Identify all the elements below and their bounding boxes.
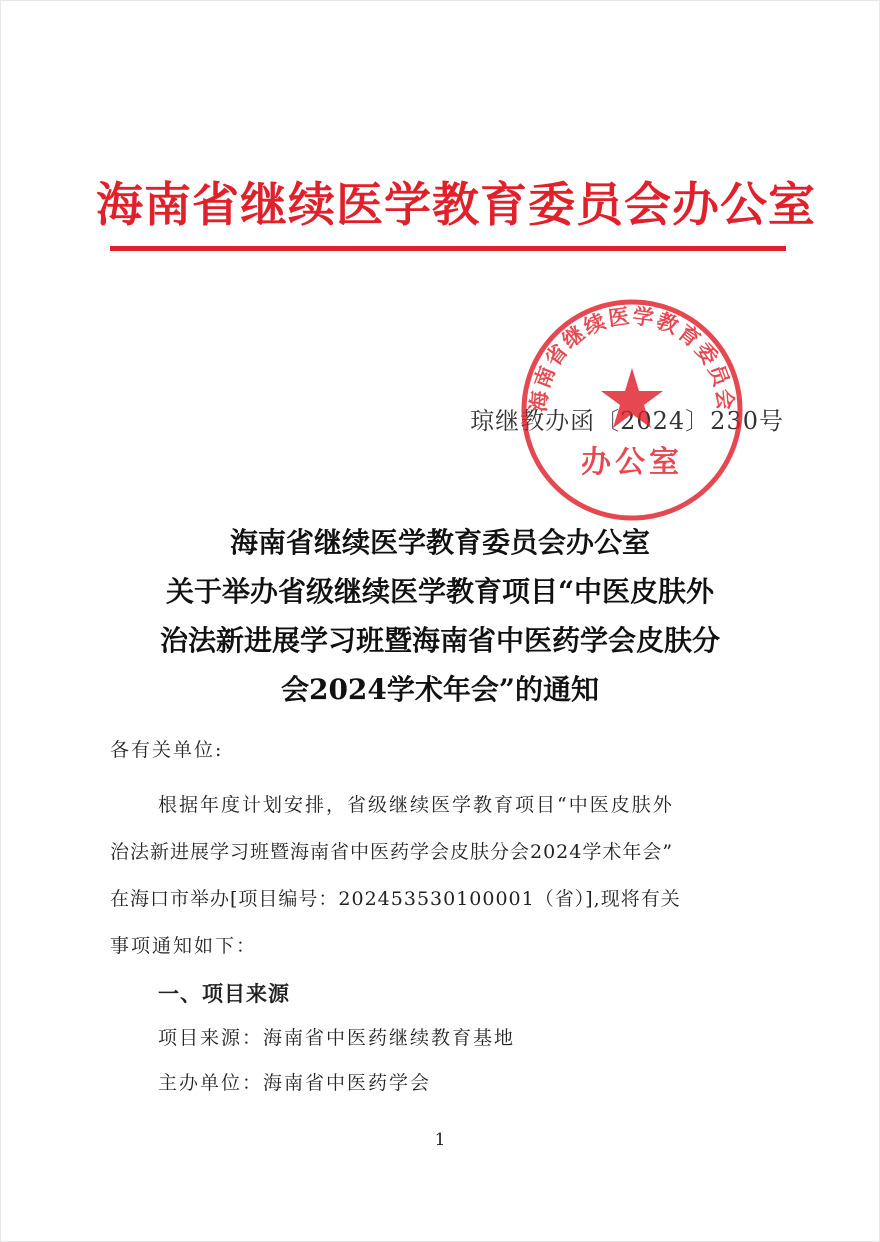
document-number: 琼继教办函〔2024〕230号 [470, 407, 784, 435]
notice-title [90, 518, 790, 714]
paragraph-line: 在海口市举办[项目编号：202453530100001（省）],现将有关 [110, 888, 681, 910]
project-source: 项目来源：海南省中医药继续教育基地 [158, 1027, 516, 1049]
title-line: 海南省继续医学教育委员会办公室 [229, 526, 650, 559]
page-number: 1 [434, 1130, 446, 1150]
title-line: 会2024学术年会”的通知 [280, 673, 600, 706]
organizer: 主办单位：海南省中医药学会 [158, 1072, 432, 1094]
section-heading: 一、项目来源 [158, 981, 290, 1006]
seal-star-icon [601, 368, 663, 428]
seal-ring-text: 海南省继续医学教育委员会 [525, 302, 739, 414]
letterhead-title: 海南省继续医学教育委员会办公室 [96, 178, 816, 233]
seal-center-text: 办公室 [581, 445, 683, 480]
title-line: 关于举办省级继续医学教育项目“中医皮肤外 [165, 575, 715, 608]
paragraph-line: 事项通知如下： [110, 935, 258, 957]
paragraph-line: 根据年度计划安排，省级继续医学教育项目“中医皮肤外 [158, 794, 674, 816]
paragraph-line: 治法新进展学习班暨海南省中医药学会皮肤分会2024学术年会” [110, 841, 674, 863]
letterhead-rule [110, 246, 786, 251]
salutation: 各有关单位: [110, 739, 224, 761]
official-seal [518, 296, 746, 524]
title-line: 治法新进展学习班暨海南省中医药学会皮肤分 [159, 624, 720, 657]
